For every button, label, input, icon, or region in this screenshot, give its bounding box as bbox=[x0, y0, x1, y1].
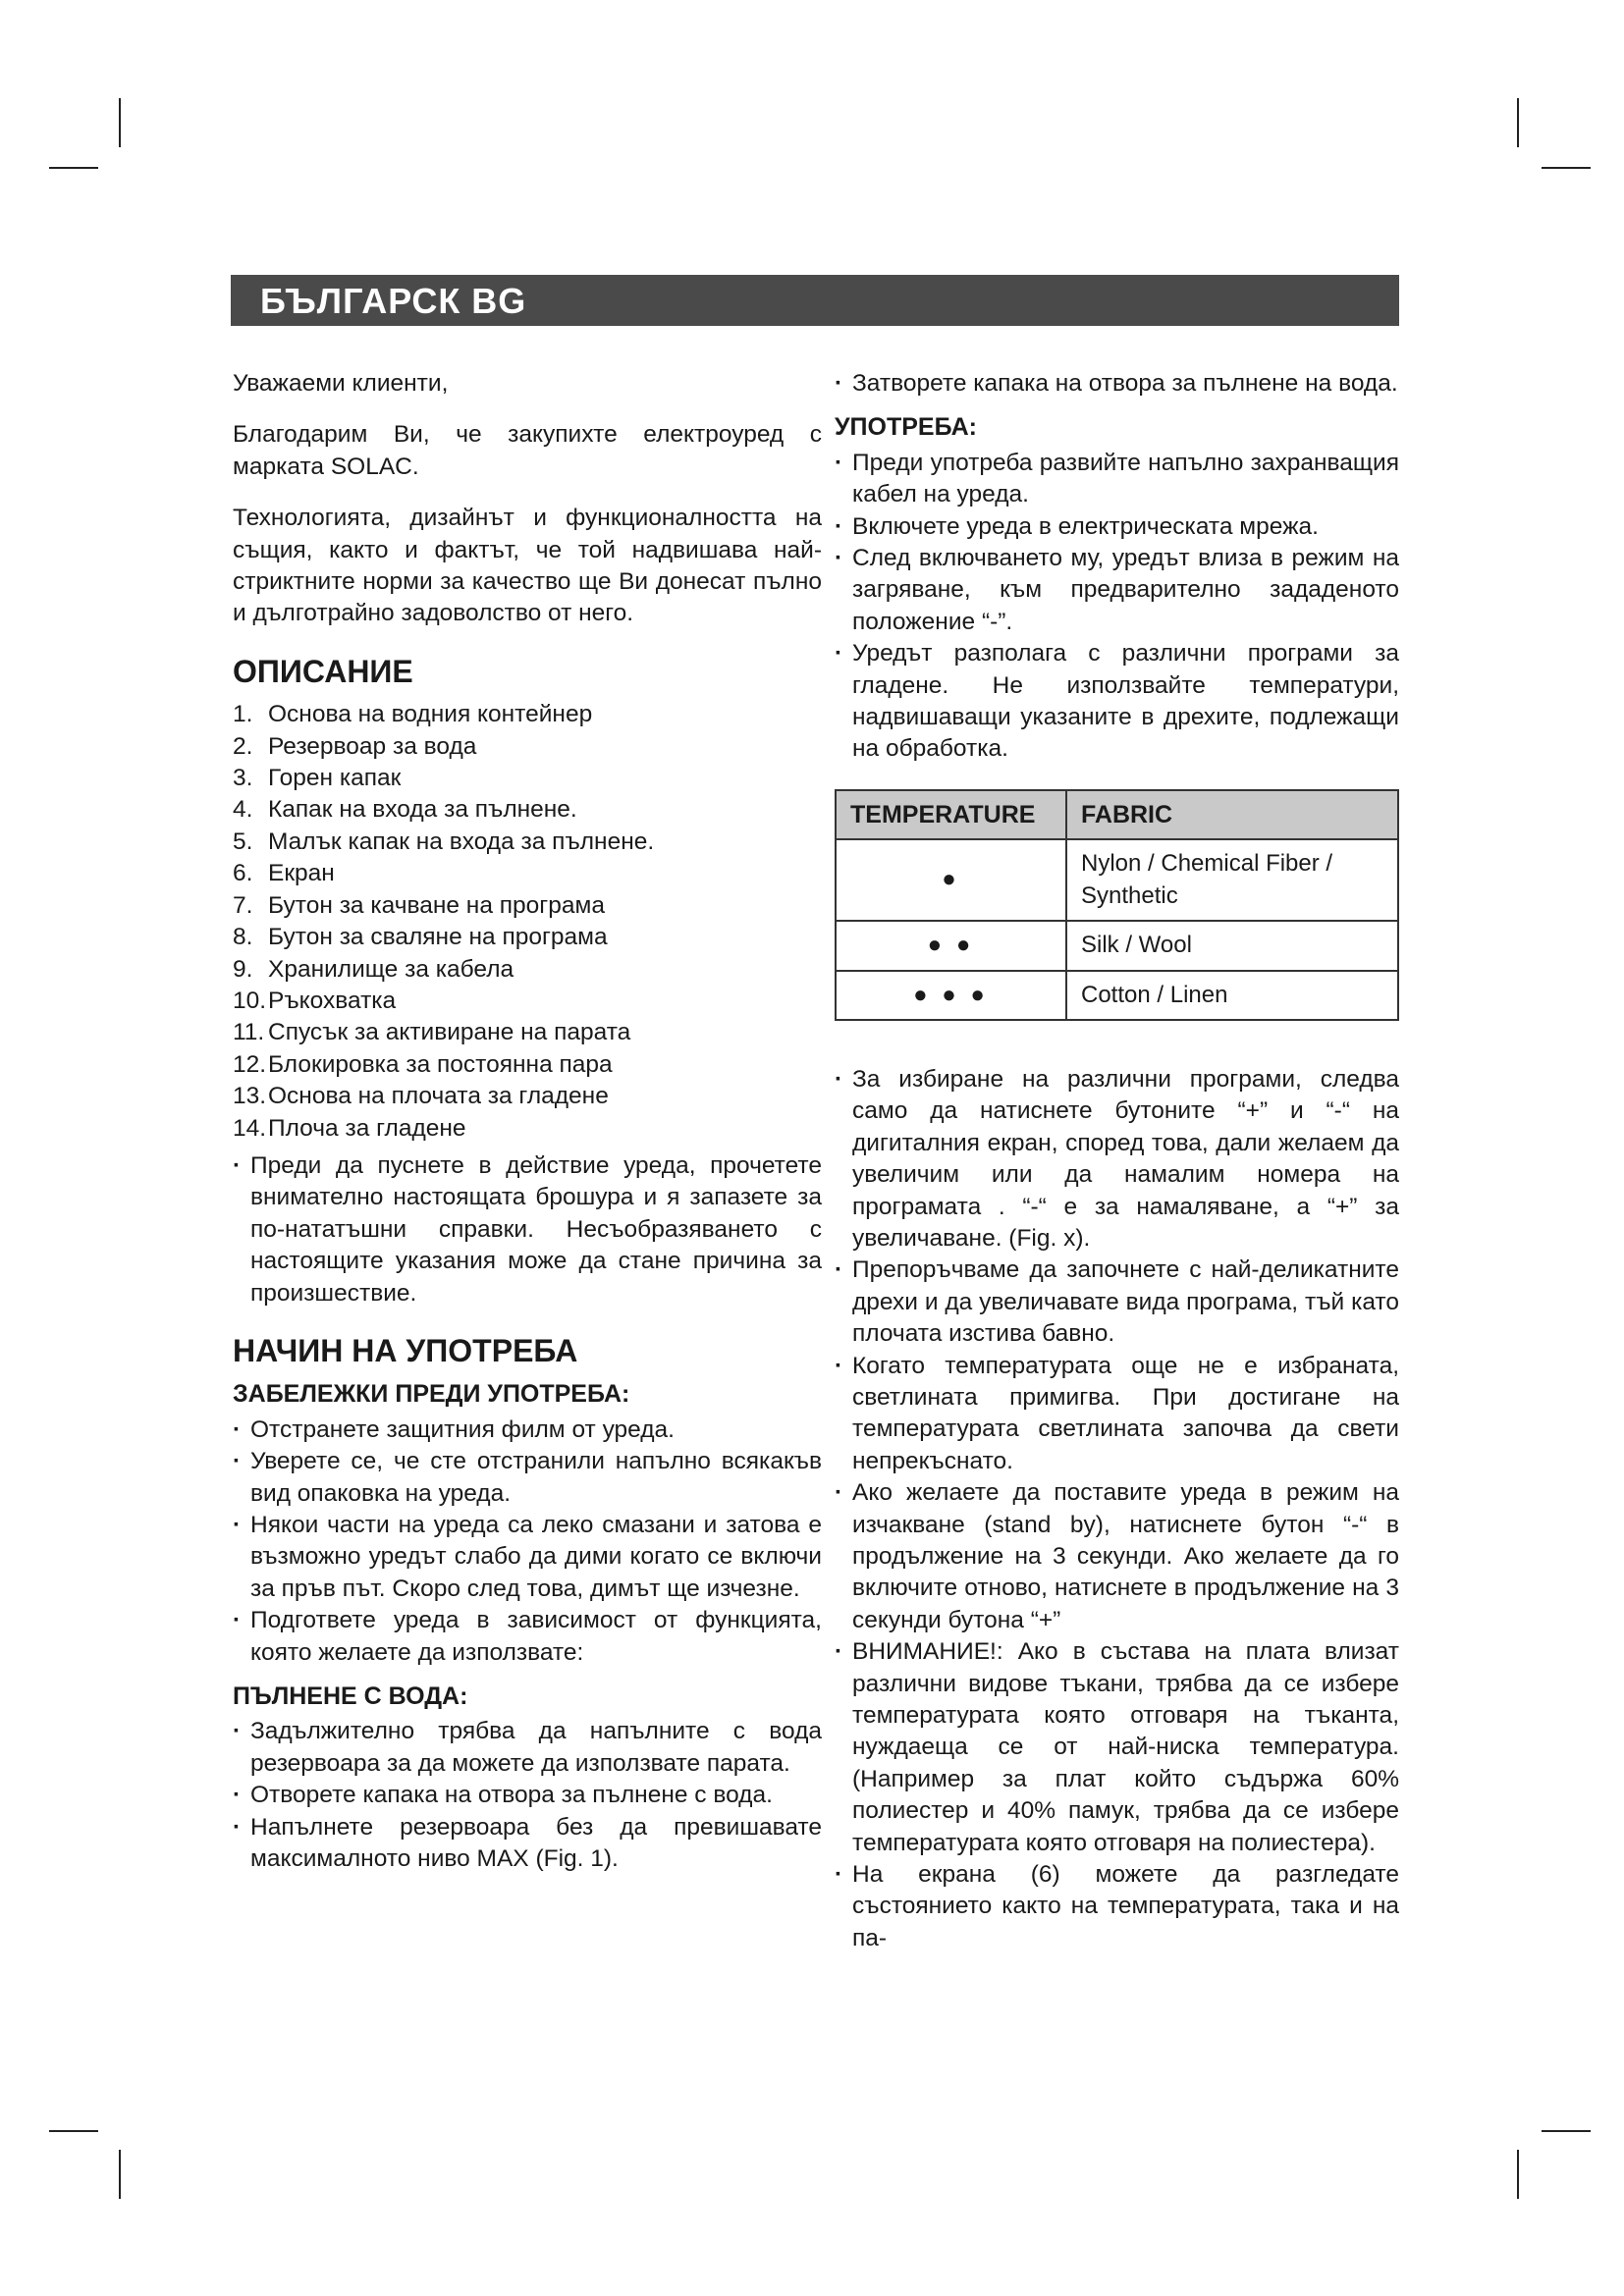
list-item: 5. Малък капак на входа за пълнене. bbox=[233, 828, 655, 855]
crop-mark bbox=[1542, 167, 1591, 169]
parts-list bbox=[233, 699, 822, 1145]
list-item: · Подгответе уреда в зависимост от функцията, която желаете да използвате: bbox=[233, 1605, 822, 1669]
language-header bbox=[231, 275, 1399, 326]
filling-heading: ПЪЛНЕНЕ С ВОДА: bbox=[233, 1682, 468, 1711]
list-item: · Някои части на уреда са леко смазани и затова е възможно уредът слабо да дими когато се включи за пръв път. Скоро след това, димът ще изчезне. bbox=[233, 1510, 822, 1605]
thanks-paragraph: Благодарим Ви, че закупихте електроуред с марката SOLAC. bbox=[233, 421, 822, 480]
filling-list bbox=[233, 1716, 822, 1875]
temperature-table bbox=[835, 789, 1399, 1021]
list-item: · За избиране на различни програми, следва само да натиснете бутоните “+” и “-“ на дигиталния екран, според това, дали желаем да увеличим или да намалим номера на програмата . “-“ е за намаляване, а “+” за увеличаване. (Fig. x). bbox=[835, 1064, 1399, 1255]
list-item: 11. Спусък за активиране на парата bbox=[233, 1019, 631, 1046]
list-item: 2. Резервоар за вода bbox=[233, 732, 477, 760]
list-item: 9. Хранилище за кабела bbox=[233, 955, 514, 983]
temperature-dots: ● ● ● bbox=[836, 971, 1066, 1020]
table-header-row bbox=[836, 790, 1398, 839]
use-list bbox=[835, 448, 1399, 766]
crop-mark bbox=[1517, 2150, 1519, 2199]
fabric-cell: Cotton / Linen bbox=[1066, 971, 1398, 1020]
column-header-temperature: TEMPERATURE bbox=[836, 790, 1066, 839]
notes-list bbox=[233, 1415, 822, 1669]
description-heading: ОПИСАНИЕ bbox=[233, 653, 413, 689]
intro-paragraph: Технологията, дизайнът и функционалността на същия, както и фактът, че той надвишава най-стриктните норми за качество ще Ви донесат пълно и дълготрайно задоволство от него. bbox=[233, 505, 822, 627]
usage-heading: НАЧИН НА УПОТРЕБА bbox=[233, 1332, 578, 1368]
safety-note: · Преди да пуснете в действие уреда, прочетете внимателно настоящата брошура и я запазете за по-нататъшни справки. Несъобразяването с настоящите указания може да стане причина за произшествие. bbox=[233, 1150, 822, 1309]
list-item: 12. Блокировка за постоянна пара bbox=[233, 1050, 613, 1078]
safety-list bbox=[233, 1150, 822, 1309]
fabric-cell: Silk / Wool bbox=[1066, 921, 1398, 970]
list-item: · На екрана (6) можете да разгледате състоянието както на температурата, така и на па- bbox=[835, 1859, 1399, 1954]
list-item: 14. Плоча за гладене bbox=[233, 1114, 466, 1142]
crop-mark bbox=[49, 167, 98, 169]
list-item: · Преди употреба развийте напълно захранващия кабел на уреда. bbox=[835, 448, 1399, 511]
close-lid-list bbox=[835, 368, 1399, 400]
crop-mark bbox=[1517, 98, 1519, 147]
list-item: · Задължително трябва да напълните с вода резервоара за да можете да използвате парата. bbox=[233, 1716, 822, 1780]
fabric-cell: Nylon / Chemical Fiber / Synthetic bbox=[1066, 839, 1398, 921]
table-row bbox=[836, 839, 1398, 921]
list-item: 13. Основа на плочата за гладене bbox=[233, 1083, 609, 1110]
list-item: · ВНИМАНИЕ!: Ако в състава на плата влизат различни видове тъкани, трябва да се избере температурата която отговаря на тъканта, нуждаеща се от най-ниска температура. (Например за плат който съдържа 60% полиестер и 40% памук, трябва да се избере температурата която отговаря на полиестера). bbox=[835, 1636, 1399, 1859]
column-header-fabric: FABRIC bbox=[1066, 790, 1398, 839]
table-row bbox=[836, 971, 1398, 1020]
list-item: · Уредът разполага с различни програми за гладене. Не използвайте температури, надвишаващи указаните в дрехите, подлежащи на обработка. bbox=[835, 638, 1399, 766]
right-column bbox=[835, 368, 1399, 1960]
list-item: 10. Ръкохватка bbox=[233, 987, 397, 1014]
list-item: · Препоръчваме да започнете с най-деликатните дрехи и да увеличавате вида програма, тъй като плочата изстива бавно. bbox=[835, 1255, 1399, 1350]
crop-mark bbox=[119, 2150, 121, 2199]
temperature-dots: ● bbox=[836, 839, 1066, 921]
program-list bbox=[835, 1064, 1399, 1954]
notes-heading: ЗАБЕЛЕЖКИ ПРЕДИ УПОТРЕБА: bbox=[233, 1380, 630, 1409]
page-title: БЪЛГАРСК BG bbox=[260, 281, 527, 321]
crop-mark bbox=[119, 98, 121, 147]
list-item: 6. Екран bbox=[233, 860, 335, 887]
list-item: · Включете уреда в електрическата мрежа. bbox=[835, 511, 1399, 543]
list-item: · Затворете капака на отвора за пълнене на вода. bbox=[835, 368, 1399, 400]
list-item: · Уверете се, че сте отстранили напълно всякакъв вид опаковка на уреда. bbox=[233, 1446, 822, 1510]
list-item: · Отстранете защитния филм от уреда. bbox=[233, 1415, 822, 1446]
crop-mark bbox=[49, 2130, 98, 2132]
list-item: · Отворете капака на отвора за пълнене с вода. bbox=[233, 1780, 822, 1811]
use-heading: УПОТРЕБА: bbox=[835, 413, 977, 442]
list-item: 7. Бутон за качване на програма bbox=[233, 891, 605, 919]
crop-mark bbox=[1542, 2130, 1591, 2132]
list-item: · Ако желаете да поставите уреда в режим на изчакване (stand by), натиснете бутон “-“ в продължение на 3 секунди. Ако желаете да го включите отново, натиснете в продължение на 3 секунди бутона “+” bbox=[835, 1477, 1399, 1636]
greeting: Уважаеми клиенти, bbox=[233, 370, 449, 397]
table-row bbox=[836, 921, 1398, 970]
list-item: · Напълнете резервоара без да превишавате максималното ниво MAX (Fig. 1). bbox=[233, 1812, 822, 1876]
list-item: · Когато температурата още не е избраната, светлината примигва. При достигане на температурата светлината започва да свети непрекъснато. bbox=[835, 1351, 1399, 1478]
list-item: 4. Капак на входа за пълнене. bbox=[233, 796, 577, 824]
list-item: · След включването му, уредът влиза в режим на загряване, към предварително зададеното положение “-”. bbox=[835, 543, 1399, 638]
left-column bbox=[233, 368, 822, 1881]
temperature-dots: ● ● bbox=[836, 921, 1066, 970]
list-item: 3. Горен капак bbox=[233, 765, 402, 792]
list-item: 8. Бутон за сваляне на програма bbox=[233, 924, 608, 951]
list-item: 1. Основа на водния контейнер bbox=[233, 701, 593, 728]
